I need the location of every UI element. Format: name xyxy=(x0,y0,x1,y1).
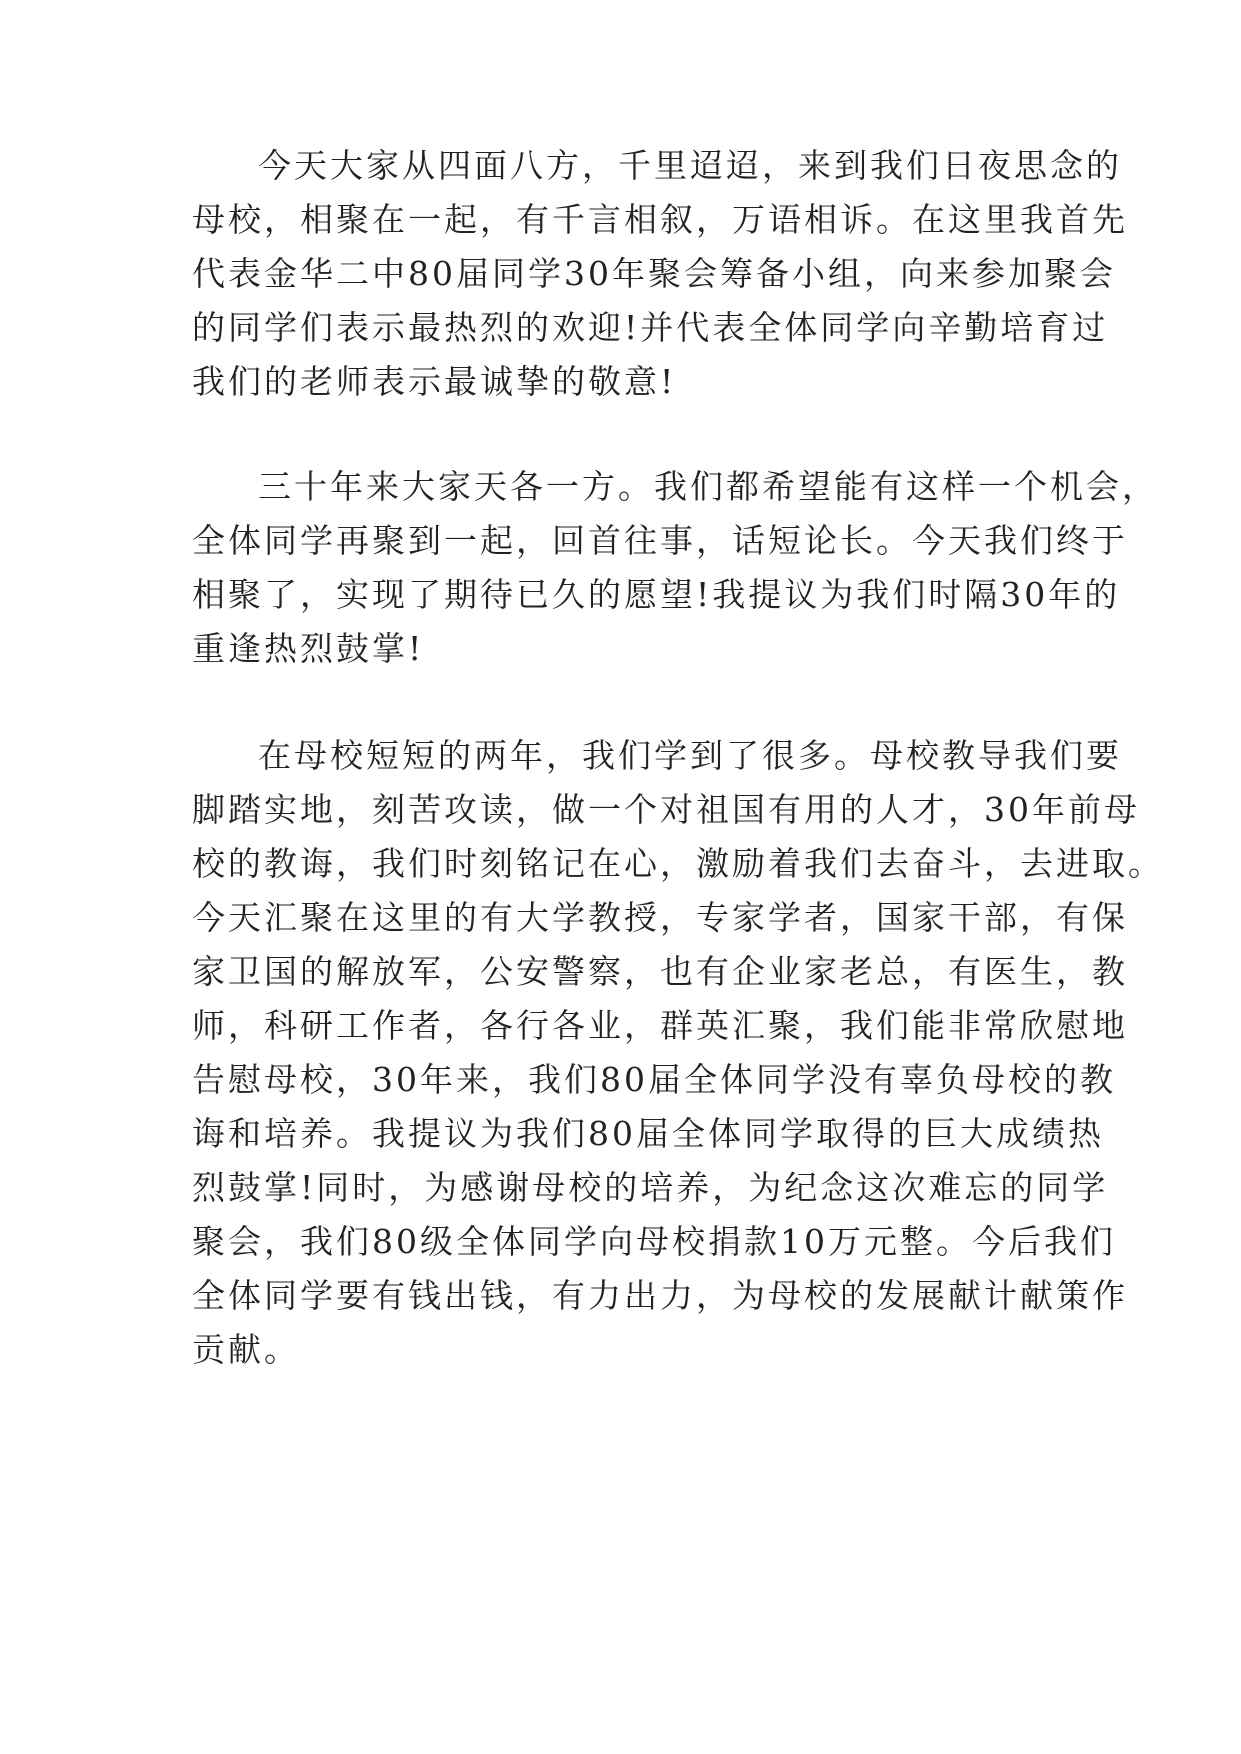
text-line: 今天大家从四面八方，千里迢迢，来到我们日夜思念的 xyxy=(258,146,1122,185)
text-line: 相聚了，实现了期待已久的愿望!我提议为我们时隔30年的 xyxy=(192,575,1121,614)
text-line: 我们的老师表示最诚挚的敬意! xyxy=(192,362,677,401)
text-line: 今天汇聚在这里的有大学教授，专家学者，国家干部，有保 xyxy=(192,898,1128,937)
text-line: 重逢热烈鼓掌! xyxy=(192,629,425,668)
text-line: 全体同学要有钱出钱，有力出力，为母校的发展献计献策作 xyxy=(192,1276,1128,1315)
text-line: 校的教诲，我们时刻铭记在心，激励着我们去奋斗，去进取。 xyxy=(192,844,1164,883)
text-line: 的同学们表示最热烈的欢迎!并代表全体同学向辛勤培育过 xyxy=(192,308,1109,347)
text-line: 诲和培养。我提议为我们80届全体同学取得的巨大成绩热 xyxy=(192,1114,1104,1153)
text-line: 聚会，我们80级全体同学向母校捐款10万元整。今后我们 xyxy=(192,1222,1116,1261)
text-line: 代表金华二中80届同学30年聚会筹备小组，向来参加聚会 xyxy=(192,254,1116,293)
text-line: 在母校短短的两年，我们学到了很多。母校教导我们要 xyxy=(258,736,1122,775)
text-line: 告慰母校，30年来，我们80届全体同学没有辜负母校的教 xyxy=(192,1060,1116,1099)
text-line: 全体同学再聚到一起，回首往事，话短论长。今天我们终于 xyxy=(192,521,1128,560)
text-line: 母校，相聚在一起，有千言相叙，万语相诉。在这里我首先 xyxy=(192,200,1128,239)
text-line: 三十年来大家天各一方。我们都希望能有这样一个机会， xyxy=(258,467,1158,506)
text-line: 家卫国的解放军，公安警察，也有企业家老总，有医生，教 xyxy=(192,952,1128,991)
text-line: 脚踏实地，刻苦攻读，做一个对祖国有用的人才，30年前母 xyxy=(192,790,1140,829)
text-line: 师，科研工作者，各行各业，群英汇聚，我们能非常欣慰地 xyxy=(192,1006,1128,1045)
text-line: 贡献。 xyxy=(192,1330,300,1369)
text-line: 烈鼓掌!同时，为感谢母校的培养，为纪念这次难忘的同学 xyxy=(192,1168,1109,1207)
